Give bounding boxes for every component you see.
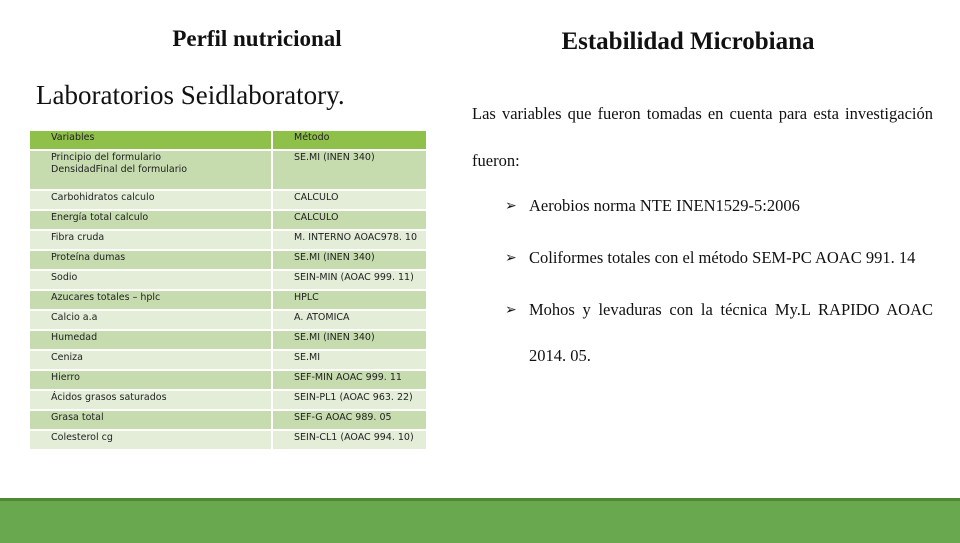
table-row	[30, 350, 426, 370]
table-row	[30, 190, 426, 210]
arrow-right-icon: ➢	[505, 198, 517, 214]
table-row	[30, 410, 426, 430]
variable-label: Calcio a.a	[51, 312, 98, 323]
table-row	[30, 310, 426, 330]
variable-label: Hierro	[51, 372, 80, 383]
variable-label: DensidadFinal del formulario	[51, 164, 188, 175]
table-row	[30, 390, 426, 410]
variable-label: Humedad	[51, 332, 98, 343]
arrow-right-icon: ➢	[505, 250, 517, 266]
variable-cell	[30, 210, 272, 230]
variable-cell	[30, 330, 272, 350]
variable-cell	[30, 270, 272, 290]
variable-cell	[30, 290, 272, 310]
variable-cell	[30, 430, 272, 450]
bottom-accent-bar	[0, 498, 960, 543]
variable-cell	[30, 150, 272, 190]
method-cell: SE.MI	[272, 350, 426, 370]
method-cell: SEIN-PL1 (AOAC 963. 22)	[272, 390, 426, 410]
list-item	[505, 235, 933, 281]
variable-cell	[30, 250, 272, 270]
variable-cell	[30, 390, 272, 410]
table-row	[30, 290, 426, 310]
method-cell: CALCULO	[272, 190, 426, 210]
table-row	[30, 230, 426, 250]
variable-label: Azucares totales – hplc	[51, 292, 161, 303]
variable-cell	[30, 310, 272, 330]
variable-cell	[30, 230, 272, 250]
variable-label: Carbohidratos calculo	[51, 192, 155, 203]
variable-label: Principio del formulario	[51, 152, 162, 163]
intro-paragraph: Las variables que fueron tomadas en cuenta para esta investigación fueron:	[472, 104, 933, 170]
method-cell: SEIN-CL1 (AOAC 994. 10)	[272, 430, 426, 450]
variable-label: Energía total calculo	[51, 212, 149, 223]
method-cell: A. ATOMICA	[272, 310, 426, 330]
method-cell: M. INTERNO AOAC978. 10	[272, 230, 426, 250]
nutrition-table	[30, 131, 426, 451]
method-cell: HPLC	[272, 290, 426, 310]
microbial-stability-heading: Estabilidad Microbiana	[561, 28, 815, 55]
variable-label: Sodio	[51, 272, 78, 283]
list-item	[505, 287, 933, 379]
table-row	[30, 250, 426, 270]
method-cell: SEF-MIN AOAC 999. 11	[272, 370, 426, 390]
table-body	[30, 150, 426, 450]
variable-label: Colesterol cg	[51, 432, 113, 443]
variable-label: Ceniza	[51, 352, 83, 363]
variable-cell	[30, 190, 272, 210]
variable-cell	[30, 350, 272, 370]
table-row	[30, 270, 426, 290]
variable-label: Fibra cruda	[51, 232, 105, 243]
variable-cell	[30, 370, 272, 390]
nutrition-profile-heading: Perfil nutricional	[172, 26, 342, 51]
bullet-text: Mohos y levaduras con la técnica My.L RAPIDO AOAC 2014. 05.	[529, 300, 933, 365]
list-item	[505, 183, 933, 229]
header-method: Método	[272, 131, 426, 150]
method-cell: SEIN-MIN (AOAC 999. 11)	[272, 270, 426, 290]
table-header-row	[30, 131, 426, 150]
table-row	[30, 210, 426, 230]
table-row	[30, 430, 426, 450]
variables-list	[505, 183, 933, 385]
method-cell: SE.MI (INEN 340)	[272, 150, 426, 190]
method-cell: SE.MI (INEN 340)	[272, 250, 426, 270]
method-cell: SEF-G AOAC 989. 05	[272, 410, 426, 430]
laboratory-subtitle: Laboratorios Seidlaboratory.	[36, 80, 345, 110]
table-row	[30, 330, 426, 350]
method-cell: SE.MI (INEN 340)	[272, 330, 426, 350]
arrow-right-icon: ➢	[505, 302, 517, 318]
table-row	[30, 150, 426, 190]
header-variables: Variables	[30, 131, 272, 150]
variable-label: Grasa total	[51, 412, 104, 423]
bullet-text: Aerobios norma NTE INEN1529-5:2006	[529, 196, 800, 215]
variable-cell	[30, 410, 272, 430]
bullet-text: Coliformes totales con el método SEM-PC AOAC 991. 14	[529, 248, 916, 267]
table-row	[30, 370, 426, 390]
method-cell: CALCULO	[272, 210, 426, 230]
variable-label: Proteína dumas	[51, 252, 126, 263]
variable-label: Ácidos grasos saturados	[51, 392, 167, 403]
